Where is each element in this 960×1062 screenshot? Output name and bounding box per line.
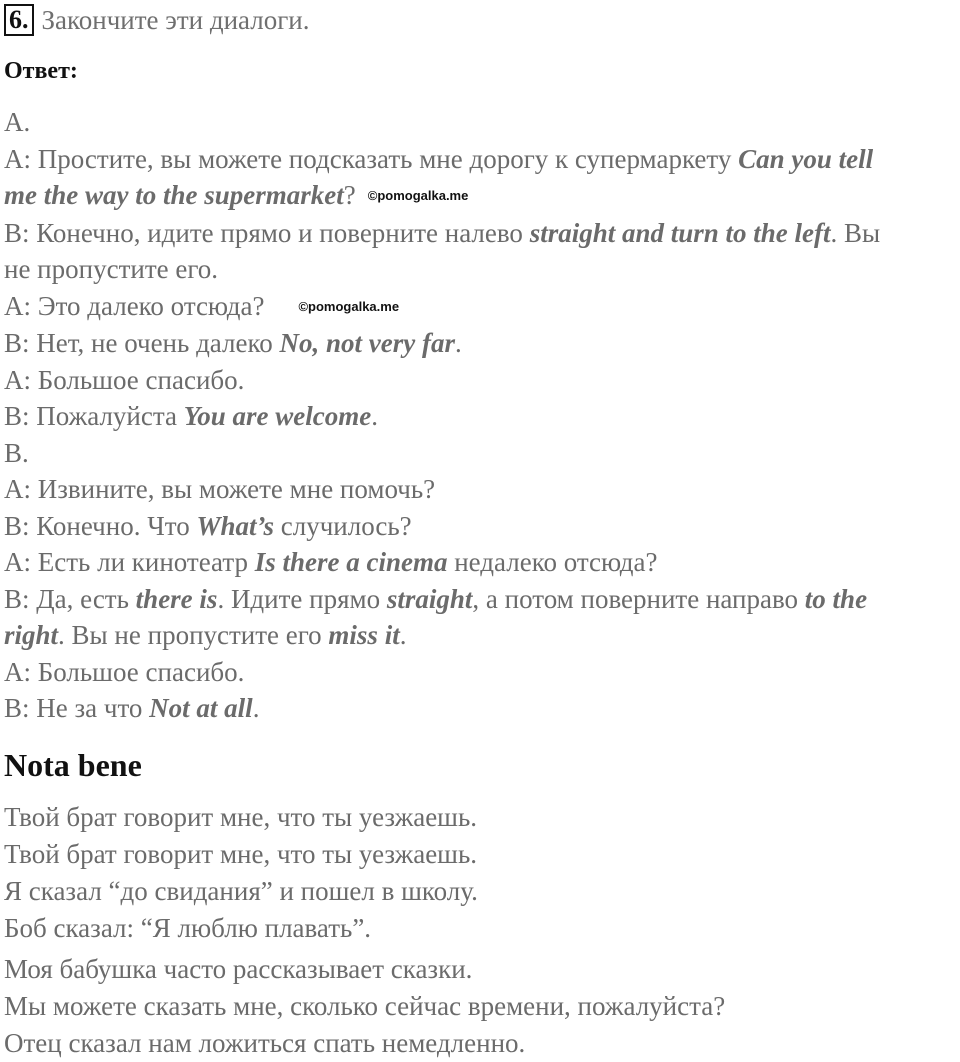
dialogue-line	[4, 471, 956, 508]
english-phrase: right	[4, 620, 59, 650]
russian-text: B: Пожалуйста	[4, 401, 184, 431]
dialogue-line	[4, 104, 956, 141]
russian-text: A.	[4, 107, 31, 137]
dialogue-line	[4, 177, 956, 215]
nota-bene-line: Моя бабушка часто рассказывает сказки.	[4, 953, 473, 984]
nota-bene-line: Мы можете сказать мне, сколько сейчас времени, пожалуйста?	[4, 990, 726, 1021]
dialogue-line	[4, 215, 956, 252]
nota-bene-group-1	[4, 799, 956, 947]
russian-text: ?	[343, 180, 356, 210]
dialogue-line	[4, 435, 956, 472]
dialogue-line	[4, 141, 956, 178]
nota-bene-group-2	[4, 951, 956, 1062]
english-phrase: straight	[386, 583, 473, 614]
task-header	[4, 0, 956, 40]
dialogue-line	[4, 690, 956, 727]
dialogue-line	[4, 581, 956, 618]
dialogue-line	[4, 398, 956, 435]
english-phrase: Is there a cinema	[254, 547, 448, 577]
english-phrase: Not at all	[149, 693, 253, 723]
russian-text: B: Конечно. Что	[4, 510, 197, 541]
nota-bene-line: Твой брат говорит мне, что ты уезжаешь.	[4, 801, 478, 832]
answer-label: Ответ:	[4, 58, 78, 84]
dialogue-line	[4, 362, 956, 399]
english-phrase: straight and turn to the left	[529, 217, 831, 248]
russian-text: .	[252, 693, 260, 723]
russian-text: не пропустите его.	[4, 254, 218, 284]
russian-text: . Идите прямо	[217, 583, 387, 614]
dialogue-line	[4, 508, 956, 545]
russian-text: B: Не за что	[4, 693, 150, 723]
dialogue-line	[4, 288, 956, 326]
english-phrase: to the	[804, 583, 868, 614]
russian-text: B.	[4, 437, 29, 468]
russian-text: A: Извините, вы можете мне помочь?	[4, 474, 436, 504]
russian-text: A: Большое спасибо.	[4, 656, 245, 687]
english-phrase: You are welcome	[183, 401, 372, 431]
dialogue-line	[4, 544, 956, 581]
russian-text: .	[371, 401, 378, 431]
russian-text: . Вы	[830, 217, 881, 248]
watermark-text: ©pomogalka.me	[367, 188, 469, 203]
english-phrase: me the way to the supermarket	[4, 180, 344, 210]
nota-bene-line: Отец сказал нам ложиться спать немедленно.	[4, 1027, 526, 1058]
task-title: Закончите эти диалоги.	[41, 4, 310, 35]
dialogue-line	[4, 617, 956, 654]
russian-text: B: Нет, не очень далеко	[4, 328, 280, 358]
russian-text: случилось?	[274, 510, 412, 541]
nota-bene-title: Nota bene	[4, 746, 142, 783]
document-page	[4, 0, 956, 1062]
nota-bene-line: Твой брат говорит мне, что ты уезжаешь.	[4, 838, 478, 869]
russian-text: .	[454, 328, 462, 358]
russian-text: A: Есть ли кинотеатр	[4, 547, 255, 577]
dialogue-line	[4, 251, 956, 288]
russian-text: B: Да, есть	[4, 583, 136, 614]
russian-text: .	[399, 620, 407, 650]
russian-text: B: Конечно, идите прямо и поверните налево	[4, 217, 530, 248]
english-phrase: Can you tell	[738, 143, 874, 174]
russian-text: , а потом поверните направо	[472, 583, 805, 614]
english-phrase: What’s	[196, 510, 274, 541]
nota-bene-line: Боб сказал: “Я люблю плавать”.	[4, 912, 372, 943]
dialogue-block	[4, 104, 956, 727]
russian-text: . Вы не пропустите его	[58, 620, 329, 650]
english-phrase: miss it	[328, 620, 400, 650]
russian-text: A: Большое спасибо.	[4, 364, 245, 395]
english-phrase: No, not very far	[279, 328, 455, 358]
task-number: 6.	[4, 4, 34, 36]
watermark-text: ©pomogalka.me	[298, 298, 400, 314]
dialogue-line	[4, 325, 956, 362]
russian-text: A: Простите, вы можете подсказать мне дорогу к супермаркету	[4, 143, 739, 174]
russian-text: недалеко отсюда?	[447, 547, 658, 577]
russian-text: A: Это далеко отсюда?	[4, 290, 265, 321]
dialogue-line	[4, 654, 956, 691]
english-phrase: there is	[135, 583, 218, 614]
nota-bene-line: Я сказал “до свидания” и пошел в школу.	[4, 875, 478, 906]
